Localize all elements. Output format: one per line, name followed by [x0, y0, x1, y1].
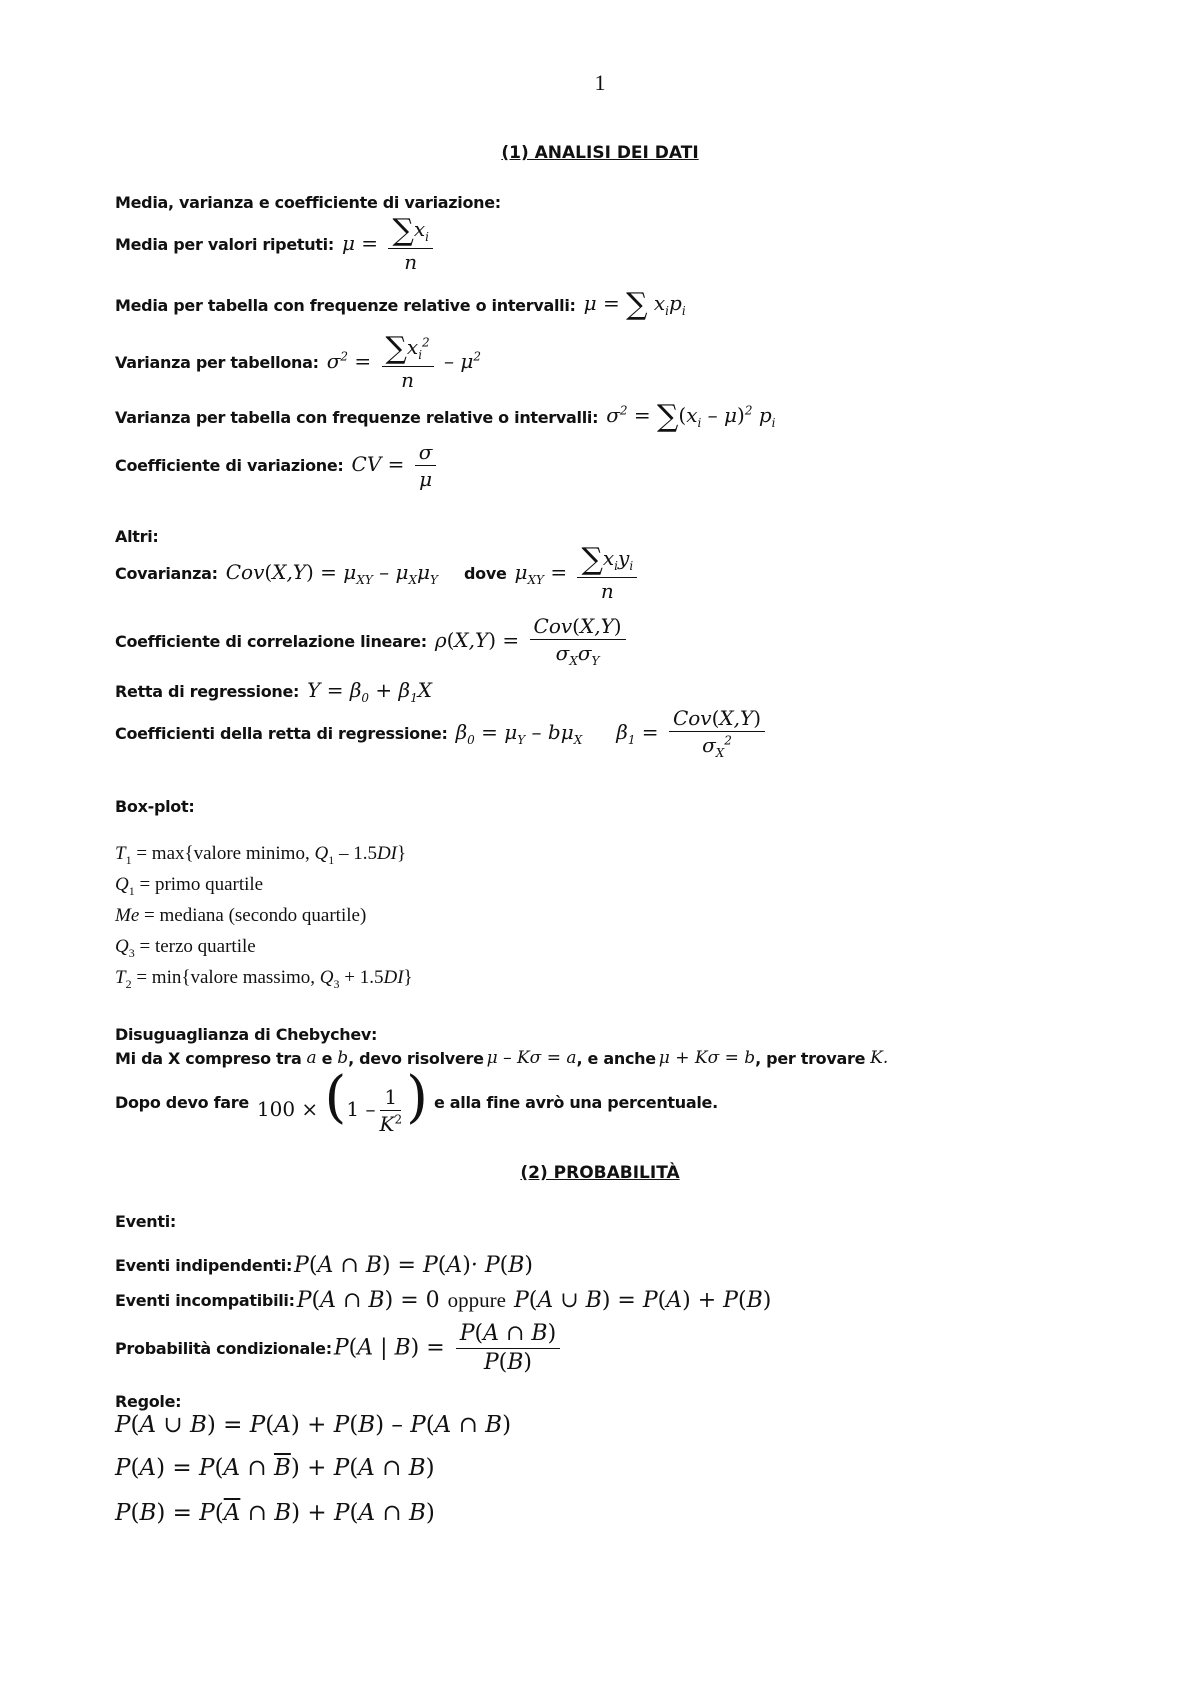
- page-number: 1: [594, 70, 606, 95]
- heading-label: Eventi:: [115, 1212, 177, 1231]
- cheb-text: , e anche: [576, 1048, 656, 1068]
- cheb-text: Mi da X compreso tra: [115, 1048, 302, 1068]
- math-expression: $Y = \beta_0 + \beta_1X$: [307, 678, 432, 705]
- heading-regole: [115, 1392, 181, 1411]
- cheb-text: , devo risolvere: [348, 1048, 484, 1068]
- formula-label: Media per tabella con frequenze relative o intervalli:: [115, 295, 576, 315]
- math-expression: $\mu_{XY}$ = $\frac{\sum x_iy_i}{n}$: [515, 545, 642, 602]
- heading-label: Disuguaglianza di Chebychev:: [115, 1025, 378, 1044]
- heading-eventi: [115, 1212, 176, 1231]
- cheb-text: , per trovare: [755, 1048, 866, 1068]
- math-expression: P(A | B) = $\frac{P(A \cap B)}{P(B)}$: [334, 1322, 564, 1375]
- formula-label: Covarianza:: [115, 564, 218, 583]
- math-expression: 100 × (1 – $\frac{1}{K^2}$ ): [256, 1065, 428, 1136]
- section-title-analisi: (1) ANALISI DEI DATI: [501, 143, 699, 163]
- regola-unione: P(A ∪ B) = P(A) + P(B) – P(A ∩ B): [115, 1412, 512, 1438]
- heading-label: Media, varianza e coefficiente di variazione:: [115, 193, 501, 212]
- boxplot-t1-text: max{valore minimo,: [151, 843, 315, 864]
- math-expression: μ – Kσ = a: [486, 1048, 577, 1068]
- formula-media-tabella: [115, 287, 686, 322]
- math-expression: μ = ∑ $x_ip_i$: [583, 287, 686, 322]
- formula-label: Varianza per tabellona:: [115, 353, 319, 372]
- heading-media-varianza: [115, 193, 501, 212]
- boxplot-t2: $T_2$ = min{valore massimo, $Q_3 + 1.5DI$}: [115, 967, 413, 991]
- formula-label: Varianza per tabella con frequenze relative o intervalli:: [115, 407, 599, 427]
- chebychev-line-1: [115, 1048, 888, 1068]
- formula-varianza-tabellona: [115, 331, 482, 392]
- boxplot-q1: $Q_1$ = primo quartile: [115, 874, 264, 898]
- formula-covarianza: [115, 542, 641, 603]
- heading-altri: [115, 527, 159, 546]
- math-expression: μ = $\frac{\sum x_i}{n}$: [342, 216, 437, 273]
- math-b: b: [337, 1048, 349, 1068]
- math-expression: P(A ∩ B) = P(A)· P(B): [294, 1253, 533, 1278]
- heading-boxplot: [115, 797, 194, 816]
- math-a: a: [306, 1048, 317, 1068]
- boxplot-t1: $T_1$ = max{valore minimo, $Q_1 - 1.5DI$}: [115, 843, 407, 867]
- formula-label: Eventi incompatibili:: [115, 1291, 295, 1310]
- math-expression: $Cov(X,Y) = \mu_{XY} - \mu_X\mu_Y$: [225, 560, 438, 587]
- formula-label: Coefficiente di variazione:: [115, 456, 344, 475]
- math-expression: $\beta_1$ = $\frac{\text{Cov(X,Y)}}{\sigma_X^2}$: [616, 707, 769, 760]
- formula-coeff-correlazione: [115, 615, 630, 668]
- formula-coeff-retta: [115, 707, 769, 760]
- heading-label: Regole:: [115, 1392, 182, 1411]
- oppure-text: oppure: [447, 1288, 506, 1312]
- boxplot-me: Me = mediana (secondo quartile): [115, 905, 367, 926]
- section-title-probabilita: (2) PROBABILITÀ: [520, 1163, 680, 1183]
- boxplot-q1-text: = primo quartile: [139, 874, 264, 895]
- cheb-text: Dopo devo fare: [115, 1093, 249, 1112]
- math-expression: ρ(X,Y) = $\frac{\text{Cov(X,Y)}}{\sigma_X\sigma_Y}$: [435, 615, 630, 668]
- formula-eventi-indipendenti: [115, 1253, 533, 1278]
- formula-media-ripetuti: [115, 213, 437, 274]
- boxplot-t2-tail: + 1.5: [339, 967, 384, 988]
- cheb-text: e alla fine avrò una percentuale.: [433, 1093, 718, 1112]
- formula-label: Eventi indipendenti:: [115, 1256, 293, 1275]
- boxplot-t1-tail: – 1.5: [334, 843, 377, 864]
- formula-retta-regressione: [115, 678, 432, 705]
- regola-prob-a: P(A) = P(A ∩ $\overline{B}) + P(A$ ∩ B): [115, 1455, 435, 1481]
- cheb-text: e: [321, 1048, 333, 1068]
- formula-label: Media per valori ripetuti:: [115, 235, 334, 254]
- formula-label: Retta di regressione:: [115, 682, 300, 701]
- math-expression: CV = $\frac{\sigma}{\mu}$: [352, 441, 441, 490]
- formula-label: Coefficienti della retta di regressione:: [115, 724, 448, 744]
- boxplot-me-text: = mediana (secondo quartile): [144, 905, 367, 926]
- formula-varianza-tabella: [115, 399, 776, 434]
- math-k: K.: [870, 1048, 889, 1068]
- heading-label: Box-plot:: [115, 797, 195, 816]
- math-expression: $\sigma^2 = \sum(x_i - \mu)^2$ $p_i$: [606, 399, 776, 434]
- chebychev-line-2: [115, 1065, 718, 1136]
- math-expression: $\beta_0 = \mu_Y - b\mu_X$: [455, 720, 583, 748]
- math-expression: P(A ∪ B) = P(A) + P(B): [513, 1288, 772, 1313]
- math-expression: $\sigma^2$ = $\frac{\sum x_i^2}{n}$ – $\mu^2$: [326, 331, 482, 392]
- heading-label: Altri:: [115, 527, 159, 546]
- math-expression: μ + Kσ = b: [658, 1048, 756, 1068]
- heading-chebychev: [115, 1025, 377, 1044]
- boxplot-q3: $Q_3$ = terzo quartile: [115, 936, 256, 960]
- formula-label: Coefficiente di correlazione lineare:: [115, 632, 427, 652]
- math-expression: P(A ∩ B) = 0: [296, 1288, 440, 1313]
- dove-label: dove: [463, 564, 507, 583]
- formula-label: Probabilità condizionale:: [115, 1339, 332, 1359]
- boxplot-t2-text: min{valore massimo,: [151, 967, 320, 988]
- regola-prob-b: $P(B) = P(\overline{A}$ ∩ B) + P(A ∩ B): [115, 1500, 435, 1526]
- boxplot-q3-text: = terzo quartile: [139, 936, 256, 957]
- formula-coeff-variazione: [115, 441, 440, 490]
- formula-prob-condizionale: [115, 1322, 564, 1375]
- formula-eventi-incompatibili: [115, 1288, 771, 1313]
